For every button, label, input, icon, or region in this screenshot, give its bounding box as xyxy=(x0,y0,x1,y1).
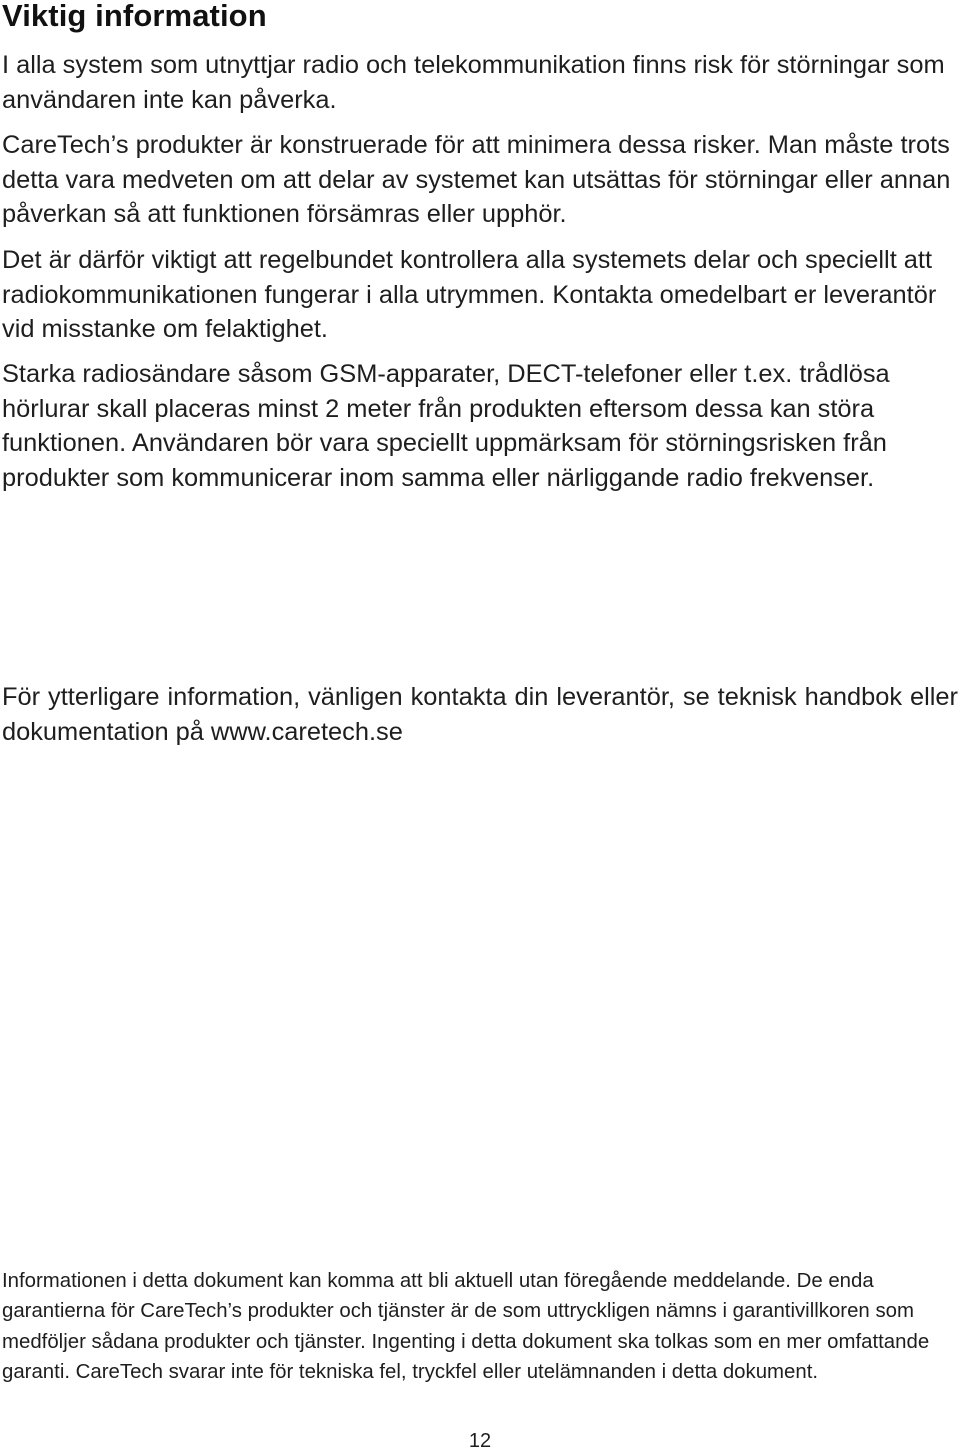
page-title: Viktig information xyxy=(2,0,267,33)
paragraph-radio-transmitters: Starka radiosändare såsom GSM-apparater, DECT-telefoner eller t.ex. trådlösa hörlurar skall placeras minst 2 meter från produkten eftersom dessa kan störa funktionen. Användaren bör vara speciellt uppmärksam för störningsrisken från produkter som kommunicerar inom samma eller närliggande radio frekvenser. xyxy=(2,360,890,492)
page-number: 12 xyxy=(468,1430,492,1452)
paragraph-product-design: CareTech’s produkter är konstruerade för att minimera dessa risker. Man måste trots detta vara medveten om att delar av systemet kan utsättas för störningar eller annan påverkan så att funktionen försämras eller upphör. xyxy=(2,131,951,228)
paragraph-radio-risk: I alla system som utnyttjar radio och telekommunikation finns risk för störningar som användaren inte kan påverka. xyxy=(2,51,945,114)
disclaimer: Informationen i detta dokument kan komma att bli aktuell utan föregående meddelande. De enda garantierna för CareTech’s produkter och tjänster är de som uttryckligen nämns i garantivillkoren som medföljer sådana produkter och tjänster. Ingenting i detta dokument ska tolkas som en mer omfattande garanti. CareTech svarar inte för tekniska fel, tryckfel eller utelämnanden i detta dokument. xyxy=(2,1270,930,1383)
paragraph-regular-checks: Det är därför viktigt att regelbundet kontrollera alla systemets delar och speciellt att radiokommunikationen fungerar i alla utrymmen. Kontakta omedelbart er leverantör vid misstanke om felaktighet. xyxy=(2,246,937,343)
contact-note: För ytterligare information, vänligen kontakta din leverantör, se teknisk handbok eller dokumentation på www.caretech.se xyxy=(2,683,958,746)
